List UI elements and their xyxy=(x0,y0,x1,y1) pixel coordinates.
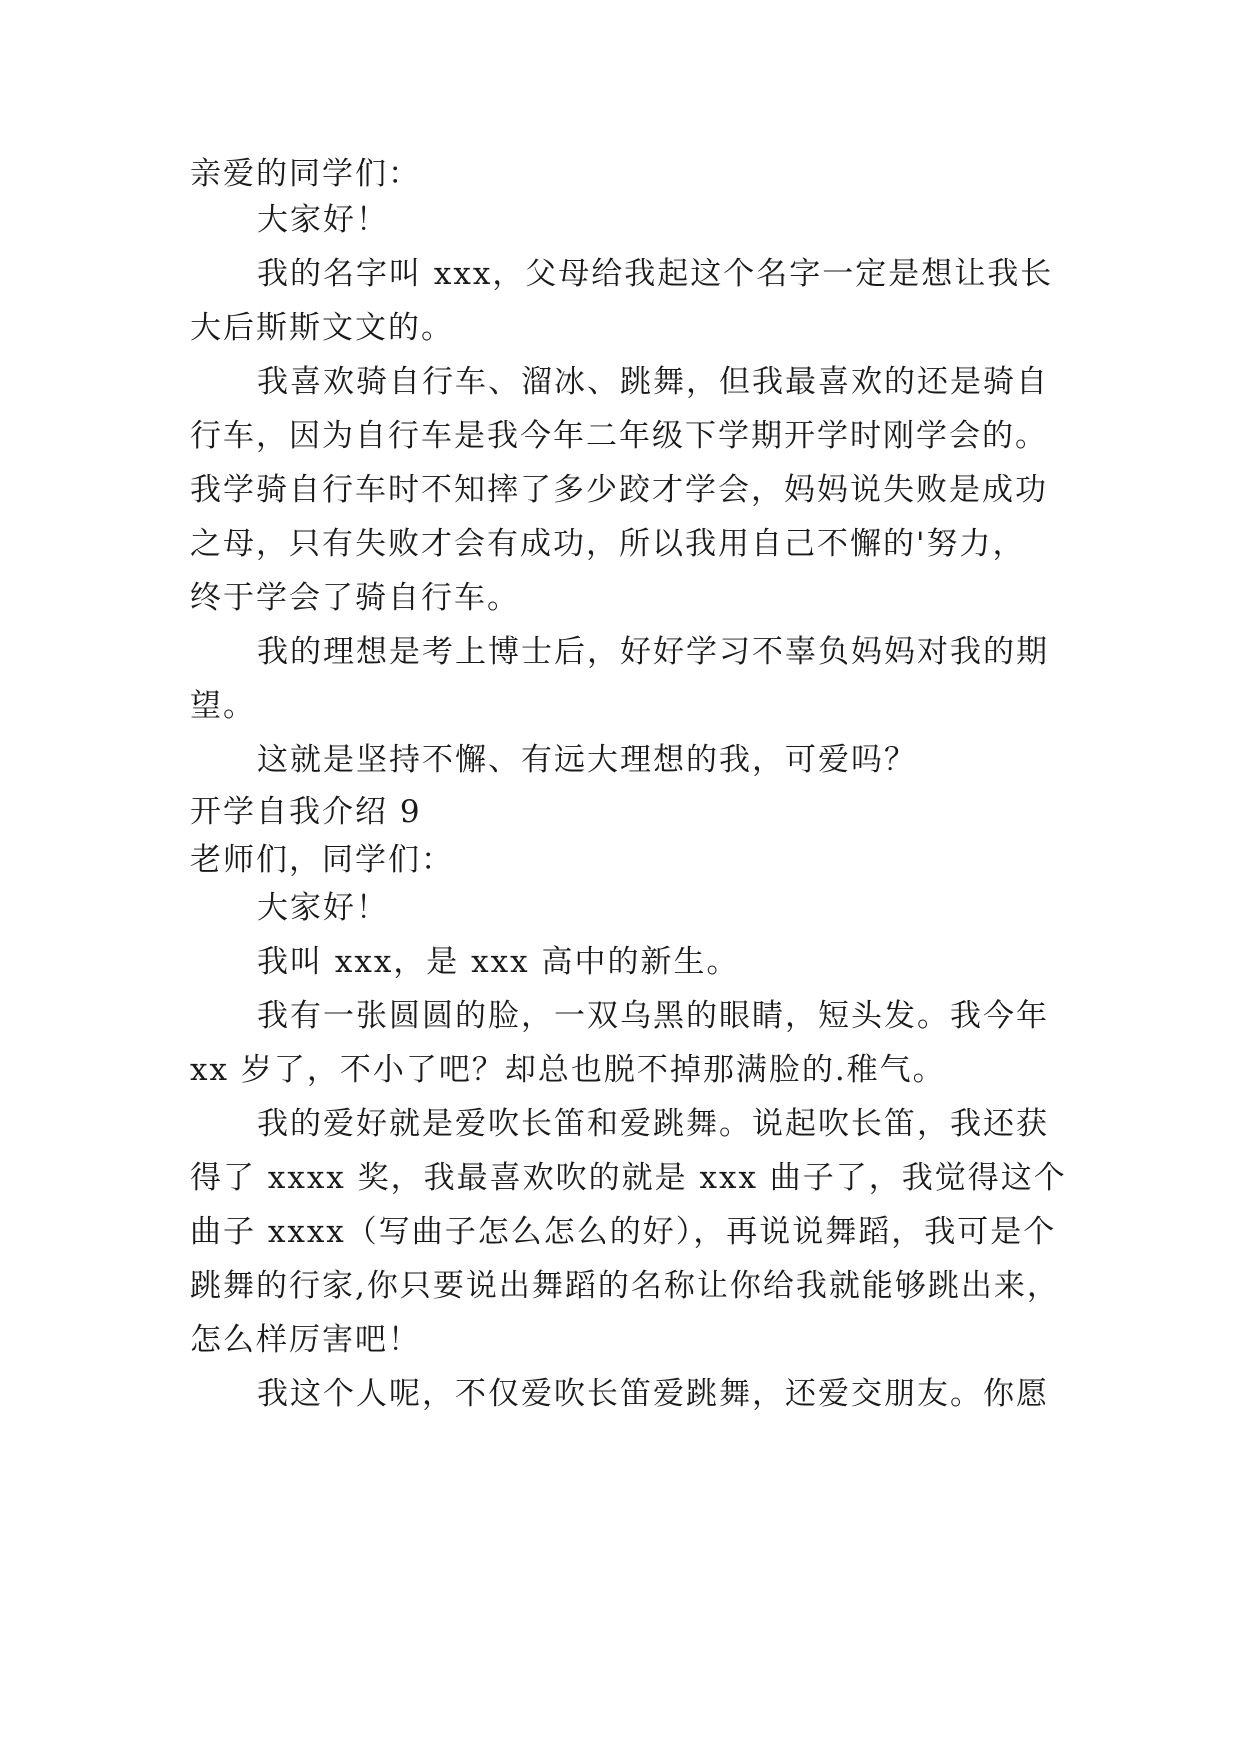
paragraph-line: 跳舞的行家,你只要说出舞蹈的名称让你给我就能够跳出来， xyxy=(190,1268,1060,1304)
greeting-line: 大家好！ xyxy=(257,202,389,238)
paragraph-line: 得了 xxxx 奖，我最喜欢吹的就是 xxx 曲子了，我觉得这个 xyxy=(190,1160,1067,1196)
salutation-line: 老师们，同学们： xyxy=(190,842,454,878)
paragraph-line: 我的爱好就是爱吹长笛和爱跳舞。说起吹长笛，我还获 xyxy=(257,1106,1049,1142)
greeting-line: 大家好！ xyxy=(257,890,389,926)
paragraph-line: 我的理想是考上博士后，好好学习不辜负妈妈对我的期 xyxy=(257,634,1049,670)
paragraph-line: 我叫 xxx，是 xxx 高中的新生。 xyxy=(257,944,740,980)
paragraph-line: 行车，因为自行车是我今年二年级下学期开学时刚学会的。 xyxy=(190,418,1048,454)
salutation-line: 亲爱的同学们： xyxy=(190,156,421,192)
paragraph-line: 终于学会了骑自行车。 xyxy=(190,580,520,616)
paragraph-line: 我学骑自行车时不知摔了多少跤才学会，妈妈说失败是成功 xyxy=(190,472,1048,508)
paragraph-line: 这就是坚持不懈、有远大理想的我，可爱吗？ xyxy=(257,742,917,778)
paragraph-line: 大后斯斯文文的。 xyxy=(190,310,454,346)
paragraph-line: 我的名字叫 xxx，父母给我起这个名字一定是想让我长 xyxy=(257,256,1054,292)
section-heading: 开学自我介绍 9 xyxy=(190,794,422,830)
paragraph-line: 我有一张圆圆的脸，一双乌黑的眼睛，短头发。我今年 xyxy=(257,998,1049,1034)
paragraph-line: 怎么样厉害吧！ xyxy=(190,1322,421,1358)
paragraph-line: xx 岁了，不小了吧？却总也脱不掉那满脸的.稚气。 xyxy=(190,1052,946,1088)
paragraph-line: 曲子 xxxx（写曲子怎么怎么的好），再说说舞蹈，我可是个 xyxy=(190,1214,1057,1250)
paragraph-line: 望。 xyxy=(190,688,256,724)
paragraph-line: 我喜欢骑自行车、溜冰、跳舞，但我最喜欢的还是骑自 xyxy=(257,364,1049,400)
paragraph-line: 我这个人呢，不仅爱吹长笛爱跳舞，还爱交朋友。你愿 xyxy=(257,1376,1049,1412)
paragraph-line: 之母，只有失败才会有成功，所以我用自己不懈的'努力， xyxy=(190,526,1026,562)
